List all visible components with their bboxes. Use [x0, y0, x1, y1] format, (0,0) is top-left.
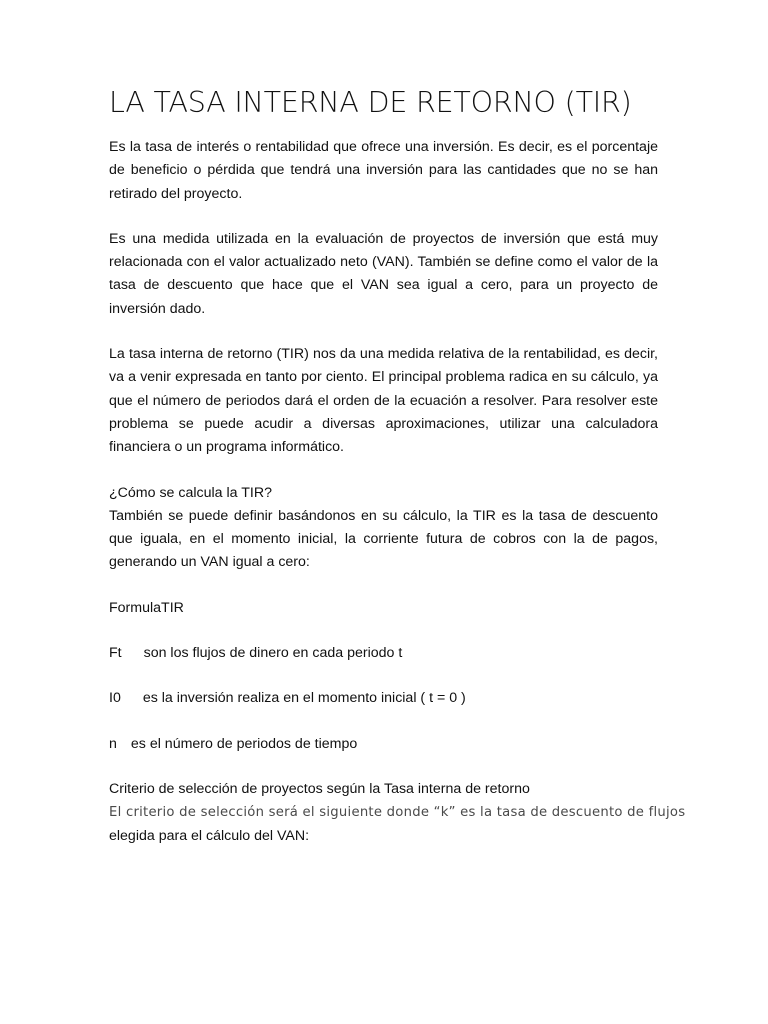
paragraph-van-relation: Es una medida utilizada en la evaluación de proyectos de inversión que está muy relacionada con el valor actualizado neto (VAN). También se define como el valor de la tasa de descuento que hace que el VAN sea igual a cero, para un proyecto de inversión dado. — [109, 230, 658, 317]
paragraph-calculation-problem: La tasa interna de retorno (TIR) nos da una medida relativa de la rentabilidad, es decir, va a venir expresada en tanto por ciento. El principal problema radica en su cálculo, ya que el número de periodos dará el orden de la ecuación a resolver. Para resolver este problema se puede acudir a diversas aproximaciones, utilizar una calculadora financiera o un programa informático. — [109, 346, 658, 456]
criterion-text-line-2: elegida para el cálculo del VAN: — [109, 827, 310, 844]
definition-text: es el número de periodos de tiempo — [130, 735, 358, 752]
section-question-heading: ¿Cómo se calcula la TIR? — [109, 484, 272, 501]
definition-i0 — [109, 687, 658, 710]
criterion-text-line-1: El criterio de selección será el siguiente donde “k” es la tasa de descuento de flujos — [109, 805, 686, 821]
definition-symbol: n — [109, 735, 117, 752]
definition-symbol: I0 — [109, 690, 121, 707]
paragraph-calculation: También se puede definir basándonos en su cálculo, la TIR es la tasa de descuento que iguala, en el momento inicial, la corriente futura de cobros con la de pagos, generando un VAN igual a cero: — [109, 507, 658, 571]
definition-text: es la inversión realiza en el momento inicial ( t = 0 ) — [142, 690, 466, 707]
formula-placeholder: FormulaTIR — [109, 599, 184, 616]
definition-ft — [109, 642, 658, 665]
criterion-heading: Criterio de selección de proyectos según la Tasa interna de retorno — [109, 780, 530, 797]
paragraph-definition: Es la tasa de interés o rentabilidad que ofrece una inversión. Es decir, es el porcentaje de beneficio o pérdida que tendrá una inversión para las cantidades que no se han retirado del proyecto. — [109, 139, 658, 202]
page-title: LA TASA INTERNA DE RETORNO (TIR) — [109, 86, 632, 119]
definition-text: son los flujos de dinero en cada periodo t — [143, 645, 403, 662]
document-body — [109, 136, 686, 848]
definition-symbol: Ft — [109, 645, 122, 662]
definition-n — [109, 733, 658, 756]
